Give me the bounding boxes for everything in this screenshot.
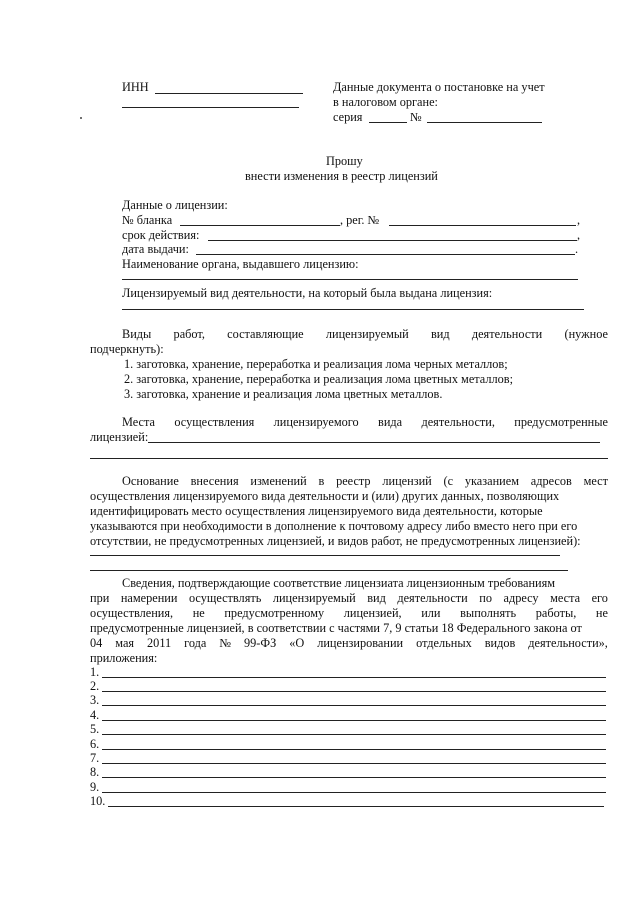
- reg-number-label: , рег. №: [340, 213, 380, 227]
- term-field[interactable]: [208, 240, 577, 241]
- attachment-number: 8.: [90, 765, 100, 779]
- attachment-number: 9.: [90, 780, 100, 794]
- reg-number-field[interactable]: [389, 225, 576, 226]
- issue-date-field[interactable]: [196, 254, 575, 255]
- inn-field-extra[interactable]: [122, 107, 299, 108]
- evidence-text-2: при намерении осуществлять лицензируемый вид деятельности по адресу места его: [90, 591, 608, 605]
- works-intro-cont: подчеркнуть):: [90, 342, 164, 356]
- comma: ,: [577, 228, 581, 242]
- authority-label: Наименование органа, выдавшего лицензию:: [122, 257, 359, 271]
- places-field-extra[interactable]: [90, 458, 608, 459]
- attachment-field-5[interactable]: [102, 734, 606, 735]
- attachment-number: 1.: [90, 665, 100, 679]
- basis-field[interactable]: [90, 555, 560, 556]
- attachment-number: 3.: [90, 693, 100, 707]
- period: .: [575, 242, 579, 256]
- attachment-number: 5.: [90, 722, 100, 736]
- attachment-field-2[interactable]: [102, 691, 606, 692]
- tax-doc-label: Данные документа о постановке на учет: [333, 80, 545, 94]
- attachment-number: 10.: [90, 794, 106, 808]
- attachment-number: 7.: [90, 751, 100, 765]
- attachment-number: 6.: [90, 737, 100, 751]
- basis-text-5: отсутствии, не предусмотренных лицензией, и видов работ, не предусмотренных лицензией):: [90, 534, 581, 548]
- title-request: Прошу: [326, 154, 363, 168]
- basis-text-2: осуществления лицензируемого вида деятельности и (или) других данных, позволяющих: [90, 489, 560, 503]
- attachment-field-8[interactable]: [102, 777, 606, 778]
- attachment-number: 2.: [90, 679, 100, 693]
- evidence-text-5: 04 мая 2011 года № 99-ФЗ «О лицензировании отдельных видов деятельности»,: [90, 636, 608, 650]
- basis-intro: Основание внесения изменений в реестр лицензий (с указанием адресов мест: [122, 474, 608, 488]
- scan-speck: [80, 117, 82, 119]
- tax-authority-label: в налоговом органе:: [333, 95, 438, 109]
- attachment-field-10[interactable]: [108, 806, 604, 807]
- attachment-field-9[interactable]: [102, 792, 606, 793]
- issue-date-label: дата выдачи:: [122, 242, 189, 256]
- basis-text-3: идентифицировать место осуществления лицензируемого вида деятельности, которые: [90, 504, 543, 518]
- basis-text-4: указываются при необходимости в дополнение к почтовому адресу либо вместо него при его: [90, 519, 578, 533]
- number-label: №: [410, 110, 422, 124]
- attachment-field-7[interactable]: [102, 763, 606, 764]
- page-title: внести изменения в реестр лицензий: [245, 169, 438, 183]
- attachment-field-1[interactable]: [102, 677, 606, 678]
- places-intro: Места осуществления лицензируемого вида деятельности, предусмотренные: [122, 415, 608, 429]
- evidence-text-4: предусмотренные лицензией, в соответствии с частями 7, 9 статьи 18 Федерального закона от: [90, 621, 582, 635]
- number-field[interactable]: [427, 122, 542, 123]
- blank-number-field[interactable]: [180, 225, 340, 226]
- work-option-1[interactable]: 1. заготовка, хранение, переработка и реализация лома черных металлов;: [124, 357, 508, 371]
- places-field[interactable]: [148, 442, 600, 443]
- activity-label: Лицензируемый вид деятельности, на который была выдана лицензия:: [122, 286, 493, 300]
- evidence-text-3: осуществления, не предусмотренному лицензией, или выполнять работы, не: [90, 606, 608, 620]
- term-label: срок действия:: [122, 228, 200, 242]
- series-field[interactable]: [369, 122, 407, 123]
- attachments-label: приложения:: [90, 651, 158, 665]
- places-label: лицензией:: [90, 430, 149, 444]
- work-option-2[interactable]: 2. заготовка, хранение, переработка и реализация лома цветных металлов;: [124, 372, 514, 386]
- works-intro: Виды работ, составляющие лицензируемый вид деятельности (нужное: [122, 327, 608, 341]
- attachment-field-4[interactable]: [102, 720, 606, 721]
- blank-number-label: № бланка: [122, 213, 173, 227]
- attachment-number: 4.: [90, 708, 100, 722]
- basis-field-extra[interactable]: [90, 570, 568, 571]
- inn-label: ИНН: [122, 80, 149, 94]
- license-heading: Данные о лицензии:: [122, 198, 228, 212]
- series-label: серия: [333, 110, 363, 124]
- attachment-field-6[interactable]: [102, 749, 606, 750]
- activity-field[interactable]: [122, 309, 584, 310]
- inn-field[interactable]: [155, 93, 303, 94]
- work-option-3[interactable]: 3. заготовка, хранение и реализация лома цветных металлов.: [124, 387, 443, 401]
- attachment-field-3[interactable]: [102, 705, 606, 706]
- evidence-text-1: Сведения, подтверждающие соответствие лицензиата лицензионным требованиям: [122, 576, 556, 590]
- comma: ,: [577, 213, 581, 227]
- authority-field[interactable]: [122, 279, 578, 280]
